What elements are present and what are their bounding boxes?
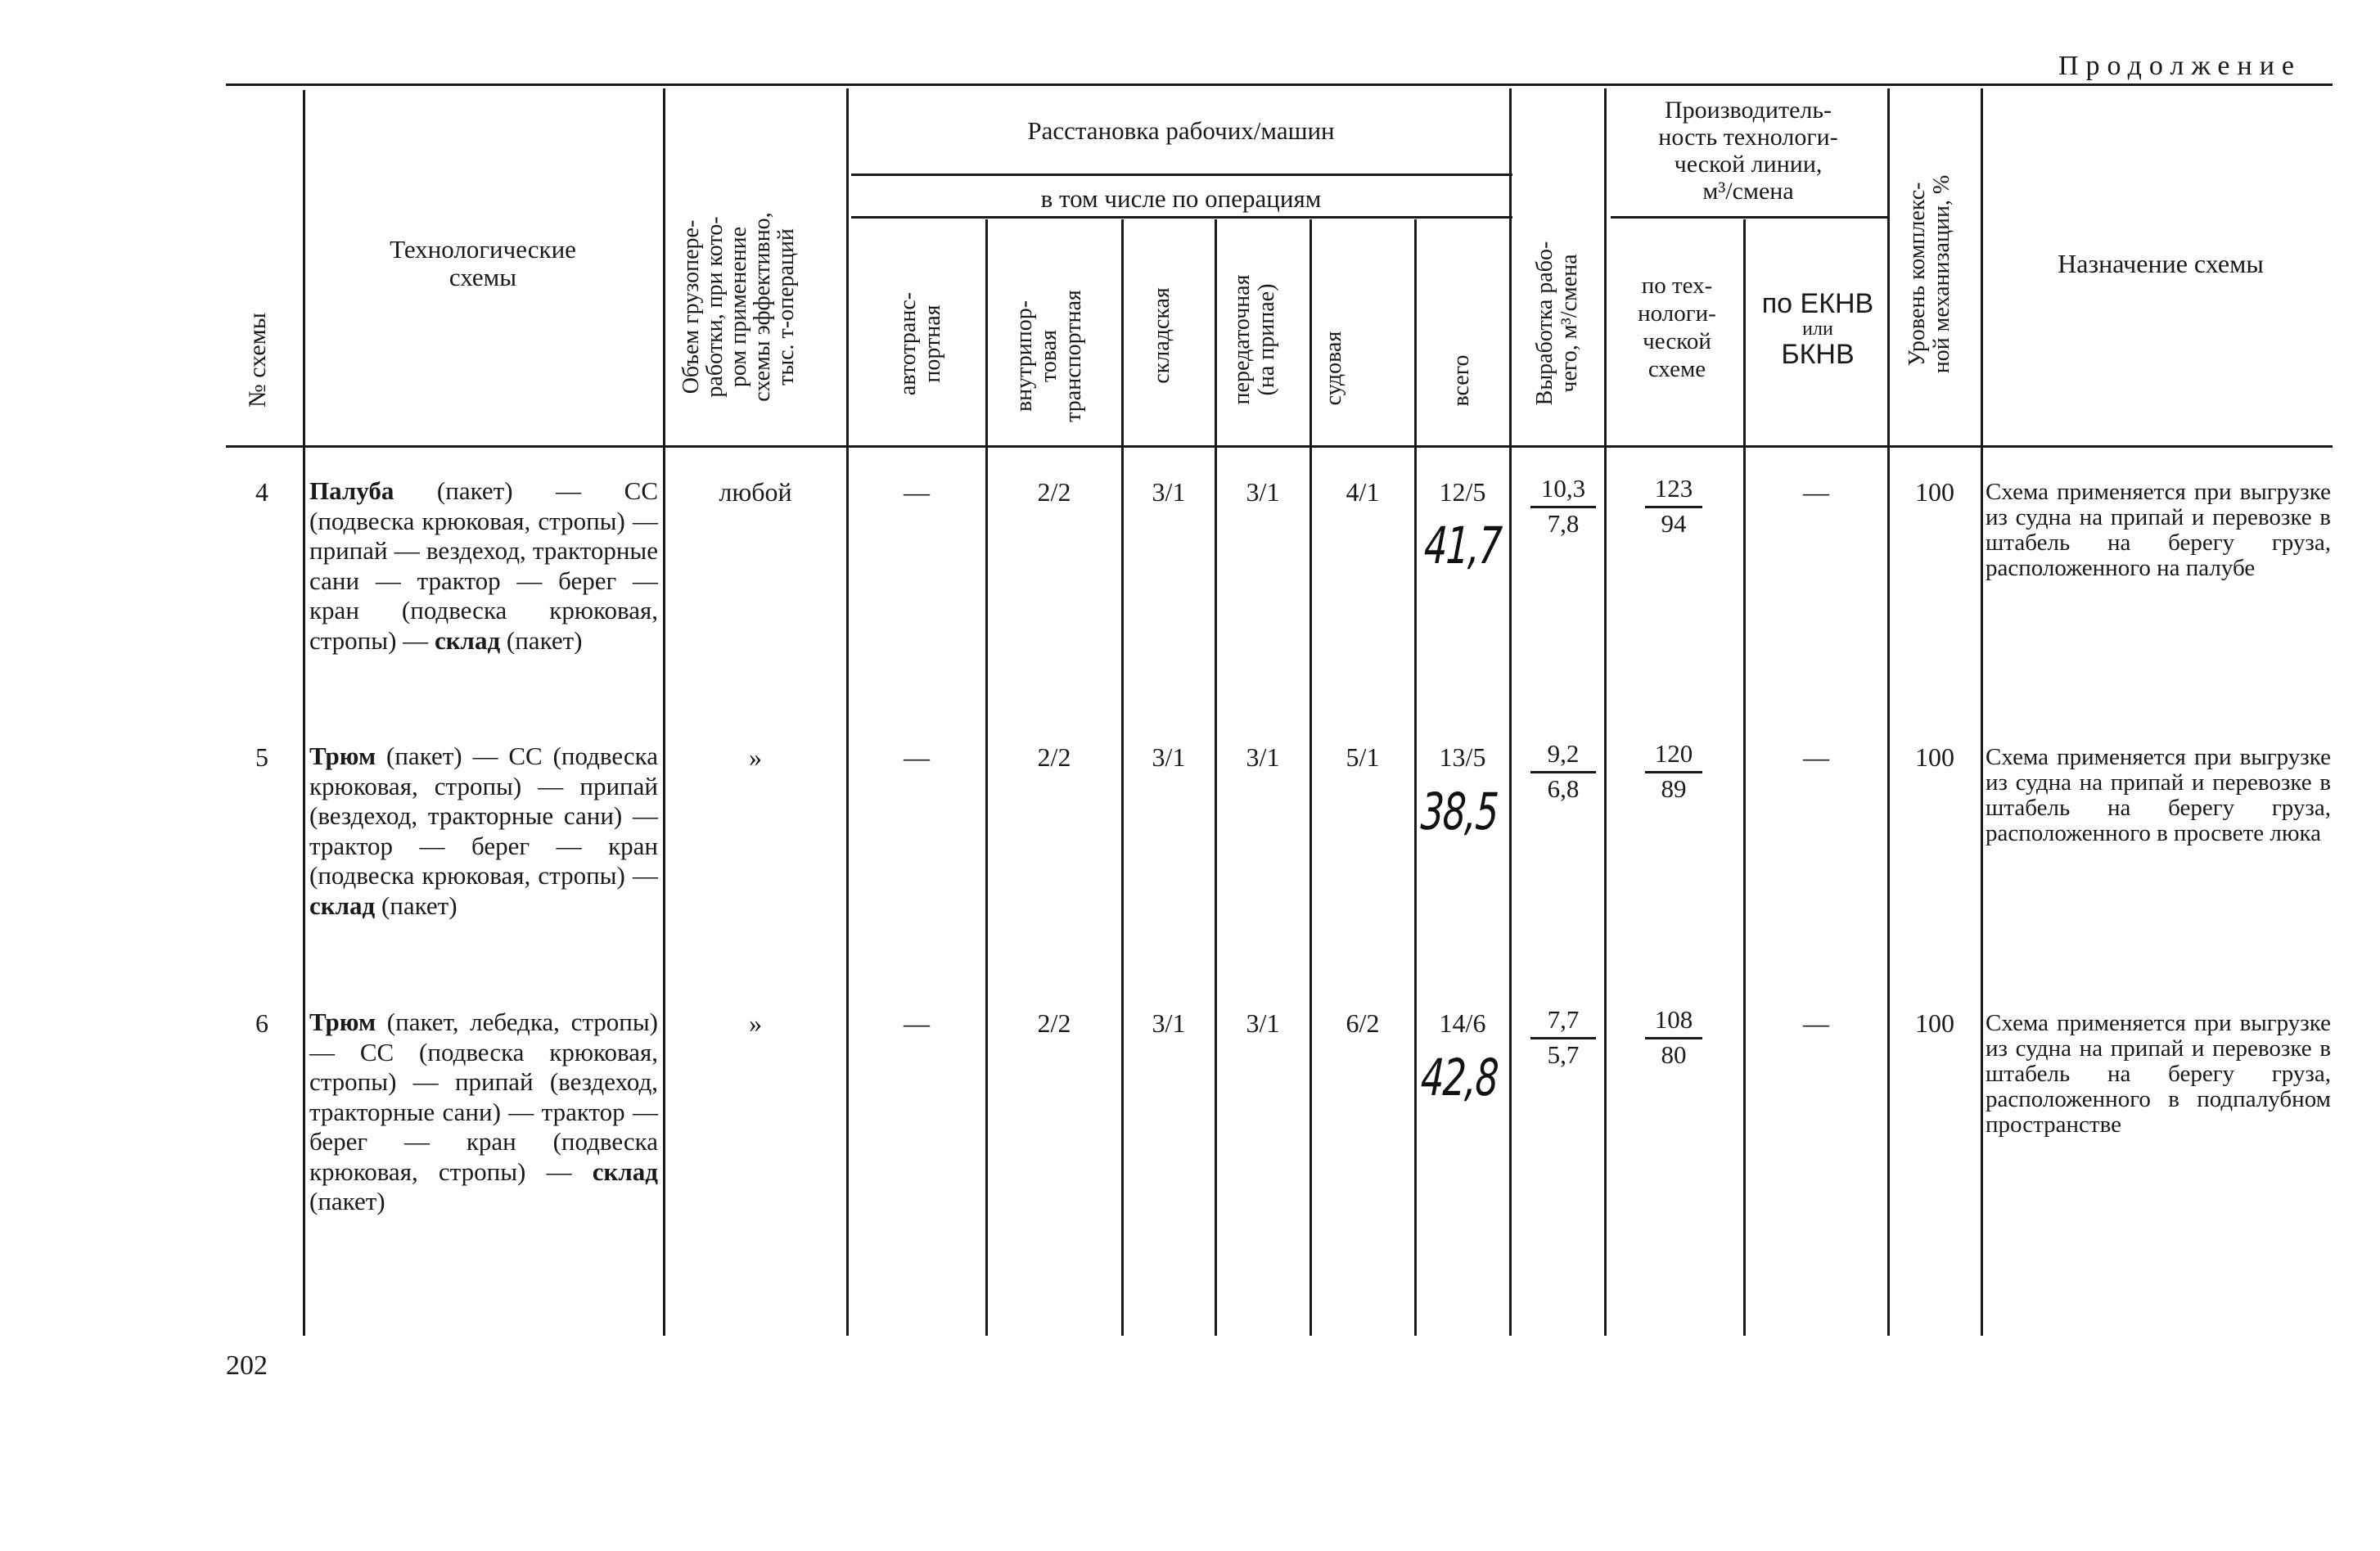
- table-top-rule: [226, 83, 2333, 86]
- row4-internal: 2/2: [1037, 477, 1071, 507]
- col-rule: [1121, 219, 1124, 1336]
- header-including-operations: в том числе по операциям: [1040, 184, 1322, 213]
- row5-warehouse: 3/1: [1152, 742, 1186, 772]
- col-rule: [1604, 88, 1607, 1336]
- col-rule: [663, 88, 665, 1336]
- row6-total: 14/6: [1439, 1008, 1486, 1038]
- col-rule: [1743, 219, 1746, 1336]
- row5-productivity-bottom: 89: [1661, 774, 1687, 803]
- row4-ekn: —: [1803, 477, 1829, 507]
- row6-internal: 2/2: [1037, 1008, 1071, 1038]
- row4-purpose: Схема применяется при выгрузке из судна на припай и перевозке в штабель на берегу груза, расположенного на палубе: [1986, 479, 2331, 581]
- col-rule: [303, 90, 305, 1336]
- row4-auto: —: [904, 477, 930, 507]
- row5-scheme: [309, 742, 658, 921]
- col-rule: [846, 88, 849, 1336]
- row4-mechanization: 100: [1915, 477, 1954, 507]
- row6-output: [1530, 1006, 1596, 1069]
- col-rule: [985, 219, 988, 1336]
- row4-productivity: [1645, 475, 1702, 538]
- row6-number: 6: [255, 1008, 268, 1038]
- header-op-transfer: передаточная (на припае): [1229, 274, 1279, 405]
- row6-purpose: Схема применяется при выгрузке из судна на припай и перевозке в штабель на берегу груза, расположенного в подпалубном пространстве: [1986, 1010, 2331, 1138]
- header-op-auto: автотранс- портная: [895, 291, 945, 396]
- row6-mechanization: 100: [1915, 1008, 1954, 1038]
- row5-auto: —: [904, 742, 930, 772]
- header-op-internal: внутрипор- товая транспортная: [1012, 290, 1086, 422]
- row5-ekn: —: [1803, 742, 1829, 772]
- header-mechanization: Уровень комплекс- ной механизации, %: [1904, 174, 1954, 374]
- header-purpose: Назначение схемы: [2058, 249, 2264, 278]
- header-by-ekn-line3: БКНВ: [1781, 339, 1855, 370]
- header-by-ekn-line1: по ЕКНВ: [1761, 288, 1874, 319]
- row6-scheme-end: склад: [592, 1156, 658, 1186]
- row6-ship: 6/2: [1346, 1008, 1380, 1038]
- col-rule: [1981, 88, 1983, 1336]
- row4-output-bottom: 7,8: [1547, 509, 1580, 538]
- row5-output-bottom: 6,8: [1547, 774, 1580, 803]
- row5-scheme-tail: (пакет): [375, 890, 458, 920]
- row6-output-bottom: 5,7: [1547, 1040, 1580, 1069]
- row5-productivity: [1645, 740, 1702, 803]
- placement-sub-rule: [851, 174, 1512, 176]
- row6-handwritten-note: 42,8: [1419, 1048, 1499, 1107]
- row6-scheme-tail: (пакет): [309, 1187, 385, 1215]
- header-op-ship: судовая: [1321, 331, 1346, 406]
- row5-mechanization: 100: [1915, 742, 1954, 772]
- row6-scheme-start: Трюм: [309, 1008, 376, 1036]
- row6-productivity: [1645, 1006, 1702, 1069]
- row6-scheme: [309, 1008, 658, 1217]
- row6-warehouse: 3/1: [1152, 1008, 1186, 1038]
- row4-warehouse: 3/1: [1152, 477, 1186, 507]
- row4-productivity-bottom: 94: [1661, 509, 1687, 538]
- row5-volume: »: [749, 742, 762, 772]
- header-scheme-number: № схемы: [244, 313, 271, 408]
- row5-scheme-start: Трюм: [309, 742, 376, 770]
- col-rule: [1414, 219, 1417, 1336]
- header-technological-schemes: Технологические схемы: [390, 235, 576, 291]
- row5-transfer: 3/1: [1246, 742, 1280, 772]
- header-op-total: всего: [1449, 354, 1474, 407]
- row5-purpose: Схема применяется при выгрузке из судна на припай и перевозке в штабель на берегу груза, расположенного в просвете люка: [1986, 744, 2331, 846]
- row5-internal: 2/2: [1037, 742, 1071, 772]
- operations-sub-rule: [851, 216, 1512, 219]
- header-volume: Объем грузопере- работки, при кото- ром применение схемы эффективно, тыс. т-операций: [678, 212, 799, 402]
- row4-scheme-start: Палуба: [309, 476, 394, 505]
- row4-transfer: 3/1: [1246, 477, 1280, 507]
- row5-handwritten-note: 38,5: [1419, 782, 1499, 841]
- row6-transfer: 3/1: [1246, 1008, 1280, 1038]
- row5-scheme-end: склад: [309, 890, 376, 920]
- row4-total: 12/5: [1439, 477, 1486, 507]
- row4-scheme-text: (пакет) — СС (подвеска крюковая, стропы) — припай — вездеход, тракторные сани — трактор — берег — кран (подвеска крюковая, стропы) —: [309, 476, 658, 655]
- col-rule: [1215, 219, 1217, 1336]
- header-by-ekn-or: или: [1802, 318, 1833, 340]
- continuation-label: Продолжение: [2058, 51, 2302, 81]
- row4-volume: любой: [719, 477, 792, 507]
- row6-ekn: —: [1803, 1008, 1829, 1038]
- row4-output: [1530, 475, 1596, 538]
- row4-number: 4: [255, 477, 268, 507]
- productivity-sub-rule: [1611, 216, 1887, 219]
- col-rule: [1509, 88, 1512, 1336]
- row4-handwritten-note: 41,7: [1422, 516, 1503, 575]
- row5-output: [1530, 740, 1596, 803]
- row5-scheme-text: (пакет) — СС (подвеска крюковая, стропы) — припай (вездеход, тракторные сани) — трактор — берег — кран (подвеска крюковая, стропы) —: [309, 742, 658, 890]
- row6-productivity-top: 108: [1645, 1006, 1702, 1039]
- header-worker-output: Выработка рабо- чего, м³/смена: [1532, 241, 1582, 406]
- page-number: 202: [226, 1350, 268, 1381]
- col-rule: [1887, 88, 1890, 1336]
- header-by-scheme: по тех- нологи- ческой схеме: [1638, 273, 1716, 382]
- row4-output-top: 10,3: [1530, 475, 1596, 508]
- col-rule: [1309, 219, 1312, 1336]
- row4-scheme-end: склад: [434, 625, 501, 655]
- header-by-ekn: [1748, 288, 1887, 370]
- row6-auto: —: [904, 1008, 930, 1038]
- header-productivity: Производитель- ность технологи- ческой линии, м³/смена: [1658, 97, 1838, 205]
- row5-total: 13/5: [1439, 742, 1486, 772]
- row6-scheme-text: (пакет, лебедка, стропы) — СС (подвеска крюковая, стропы) — припай (вездеход, тракторные сани) — трактор — берег — кран (подвеска крюковая, стропы) —: [309, 1008, 658, 1186]
- row4-ship: 4/1: [1346, 477, 1380, 507]
- row6-productivity-bottom: 80: [1661, 1040, 1687, 1069]
- row6-output-top: 7,7: [1530, 1006, 1596, 1039]
- row5-productivity-top: 120: [1645, 740, 1702, 773]
- row6-volume: »: [749, 1008, 762, 1038]
- row5-output-top: 9,2: [1530, 740, 1596, 773]
- header-placement: Расстановка рабочих/машин: [1027, 116, 1335, 145]
- row4-scheme-tail: (пакет): [500, 625, 583, 655]
- header-op-warehouse: складская: [1149, 287, 1174, 384]
- row4-scheme: [309, 476, 658, 656]
- row4-productivity-top: 123: [1645, 475, 1702, 508]
- row5-ship: 5/1: [1346, 742, 1380, 772]
- row5-number: 5: [255, 742, 268, 772]
